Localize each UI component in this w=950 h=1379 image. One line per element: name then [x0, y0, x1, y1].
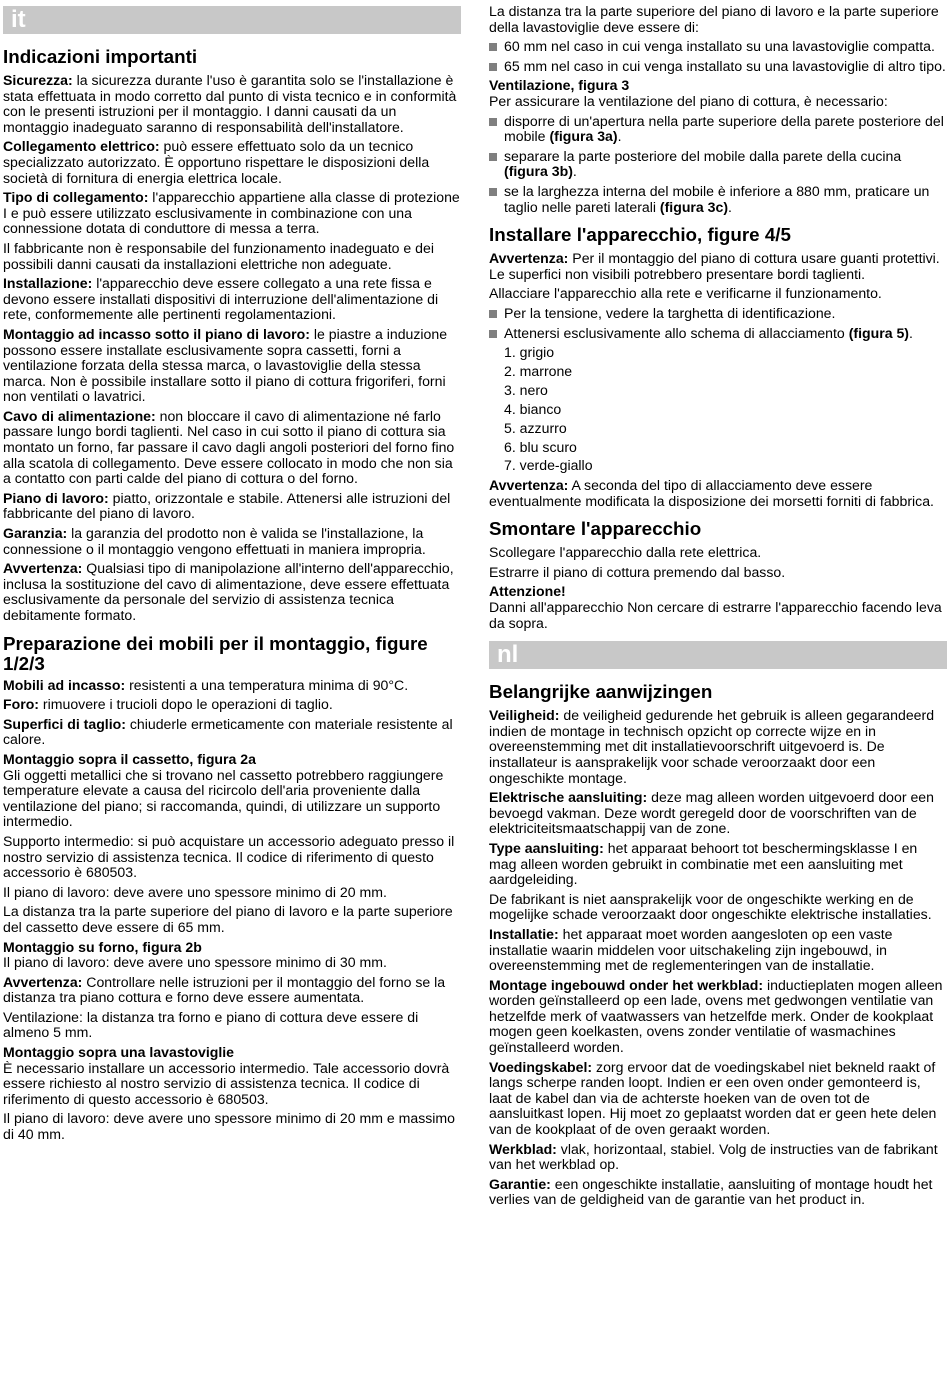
install-warning: Avvertenza: Per il montaggio del piano di cottura usare guanti protettivi. Le superfici non visibili potrebbero presentare bordi taglienti. [489, 250, 940, 282]
paragraph-text: può essere effettuato solo da un tecnico specializzato autorizzato. È opportuno rispettare le disposizioni della società di fornitura di energia elettrica locale. [3, 138, 430, 186]
list-item: disporre di un'apertura nella parte superiore della parete posteriore del mobile (figura 3a). [489, 114, 947, 145]
remove-paragraph: Estrarre il piano di cottura premendo dal basso. [489, 563, 786, 580]
paragraph-label: Garanzia: [3, 525, 68, 542]
attention-heading: Attenzione! [489, 583, 566, 600]
dishwasher-paragraph: Il piano di lavoro: deve avere uno spessore minimo di 20 mm e massimo di 40 mm. [3, 1110, 455, 1143]
paragraph-label: Sicurezza: [3, 72, 73, 88]
section-title-belangrijke: Belangrijke aanwijzingen [489, 681, 713, 703]
paragraph-text: chiuderle ermeticamente con materiale resistente al calore. [3, 715, 453, 748]
remove-warning: Danni all'apparecchio Non cercare di estrarre l'apparecchio facendo leva da sopra. [489, 599, 942, 631]
list-item: 65 mm nel caso in cui venga installato su una lavastoviglie di altro tipo. [489, 59, 947, 75]
preparation-notes [3, 678, 461, 748]
square-bullet-icon [489, 306, 504, 322]
oven-ventilation: Ventilazione: la distanza tra forno e piano di cottura deve essere di almeno 5 mm. [3, 1008, 419, 1041]
dishwasher-paragraph: È necessario installare un accessorio intermedio. Tale accessorio dovrà essere richiesto al nostro servizio di assistenza tecnica. Il codice di riferimento di questo accessorio è 680503. [3, 1059, 450, 1107]
paragraph-text: zorg ervoor dat de voedingskabel niet bekneld raakt of langs scherpe randen loopt. Indien er een oven onder gemonteerd is, laat de kabel dan via de achterste hoeken van de oven tot de aansluitkast lopen. Hij moet zo geplaatst worden dat er geen hete delen van de kookplaat of de oven geraakt worden. [489, 1058, 937, 1138]
dutch-notes [489, 708, 947, 1208]
language-bar-nl: nl [489, 641, 947, 669]
drawer-paragraph: Il piano di lavoro: deve avere uno spessore minimo di 20 mm. [3, 883, 387, 900]
paragraph-label: Cavo di alimentazione: [3, 407, 156, 424]
paragraph [3, 409, 461, 487]
square-bullet-icon [489, 39, 504, 55]
drawer-paragraph: Supporto intermedio: si può acquistare un accessorio adeguato presso il nostro servizio di assistenza tecnica. Il codice di riferimento di questo accessorio è 680503. [3, 832, 455, 881]
paragraph [489, 790, 947, 837]
paragraph-text: rimuovere i trucioli dopo le operazioni di taglio. [39, 696, 333, 713]
paragraph-text: non bloccare il cavo di alimentazione né farlo passare lungo bordi taglienti. Nel caso in cui sotto il piano di cottura sia montato un forno, far passare il cavo dagli angoli posteriori del forno fino alla scatola di collegamento. Deve essere collocato in modo che non sia a contatto con parti calde del piano di cottura o del forno. [3, 407, 455, 487]
paragraph [3, 276, 461, 323]
drawer-heading: Montaggio sopra il cassetto, figura 2a [3, 750, 256, 767]
wire-item: 1. grigio [504, 344, 555, 361]
important-notes [3, 73, 461, 624]
paragraph-label: Tipo di collegamento: [3, 189, 149, 206]
wire-item: 3. nero [504, 381, 548, 398]
paragraph [489, 927, 947, 974]
paragraph-label: Superfici di taglio: [3, 715, 126, 732]
paragraph-label: Montage ingebouwd onder het werkblad: [489, 976, 764, 993]
section-title-important: Indicazioni importanti [3, 46, 198, 67]
paragraph-label: Piano di lavoro: [3, 489, 109, 506]
section-title-preparation: Preparazione dei mobili per il montaggio, figure 1/2/3 [3, 632, 428, 674]
paragraph [489, 1142, 947, 1173]
list-item: separare la parte posteriore del mobile dalla parete della cucina (figura 3b). [489, 149, 947, 180]
paragraph-text: De fabrikant is niet aansprakelijk voor de ongeschikte werking en de mogelijke schade veroorzaakt door ongeschikte elektrische installaties. [489, 890, 932, 923]
left-column [3, 6, 461, 1147]
paragraph-label: Elektrische aansluiting: [489, 789, 648, 806]
paragraph [3, 561, 461, 623]
paragraph-text: vlak, horizontaal, stabiel. Volg de instructies van de fabrikant van het werkblad op. [489, 1140, 938, 1173]
paragraph [489, 978, 947, 1056]
paragraph [489, 841, 947, 888]
paragraph [489, 1177, 947, 1208]
square-bullet-icon [489, 326, 504, 342]
paragraph [3, 526, 461, 557]
list-item: se la larghezza interna del mobile è inferiore a 880 mm, praticare un taglio nelle pareti laterali (figura 3c). [489, 184, 947, 215]
paragraph [489, 708, 947, 786]
paragraph-label: Type aansluiting: [489, 839, 604, 856]
paragraph-label: Foro: [3, 696, 40, 713]
ventilation-heading: Ventilazione, figura 3 [489, 77, 630, 94]
paragraph-label: Collegamento elettrico: [3, 138, 160, 155]
paragraph-label: Installazione: [3, 275, 93, 292]
dishwasher-heading: Montaggio sopra una lavastoviglie [3, 1044, 235, 1061]
square-bullet-icon [489, 184, 504, 215]
paragraph-label: Veiligheid: [489, 707, 560, 724]
paragraph-text: resistenti a una temperatura minima di 90°C. [125, 676, 409, 693]
paragraph-text: Qualsiasi tipo di manipolazione all'interno dell'apparecchio, inclusa la sostituzione del cavo di alimentazione, deve essere effettuata esclusivamente da personale del servizio di assistenza tecnica debitamente formato. [3, 560, 454, 623]
paragraph-text: le piastre a induzione possono essere installate esclusivamente sopra cassetti, forni a ventilazione forzata della stessa marca, o lavastoviglie della stessa marca. Non è possibile installare sotto il piano di cottura frigoriferi, forni non ventilati o lavatrici. [3, 325, 448, 405]
paragraph-label: Mobili ad incasso: [3, 676, 126, 693]
oven-warning [3, 975, 461, 1006]
paragraph [3, 241, 461, 272]
paragraph-text: piatto, orizzontale e stabile. Attenersi alle istruzioni del fabbricante del piano di lavoro. [3, 489, 451, 522]
drawer-paragraph: La distanza tra la parte superiore del piano di lavoro e la parte superiore del cassetto deve essere di 65 mm. [3, 903, 453, 935]
wire-item: 2. marrone [504, 362, 573, 379]
install-warning-2: Avvertenza: A seconda del tipo di allacciamento deve essere eventualmente modificata la disposizione dei morsetti forniti di fabbrica. [489, 477, 934, 509]
drawer-paragraph: Gli oggetti metallici che si trovano nel cassetto potrebbero raggiungere temperature elevate a causa del ricircolo dell'aria proveniente dalla ventilazione del piano; si raccomanda, quindi, di utilizzare un supporto intermedio. [3, 766, 444, 830]
paragraph-text: l'apparecchio deve essere collegato a una rete fissa e devono essere installati dispositivi di interruzione dell'alimentazione di rete, conformemente alle pertinenti regolamentazioni. [3, 275, 439, 323]
paragraph-text: Il fabbricante non è responsabile del funzionamento inadeguato e dei possibili danni causati da installazioni elettriche non adeguate. [3, 239, 434, 272]
ventilation-intro: Per assicurare la ventilazione del piano di cottura, è necessario: [489, 92, 888, 109]
wire-item: 7. verde-giallo [504, 457, 593, 474]
paragraph-text: la sicurezza durante l'uso è garantita solo se l'installazione è stata effettuata in modo corretto dal punto di vista tecnico e in conformità con le presenti istruzioni per il montaggio. I danni causati da un montaggio inadeguato saranno di responsabilità dell'installatore. [3, 72, 457, 135]
paragraph [3, 73, 461, 135]
oven-warning-text: Controllare nelle istruzioni per il montaggio del forno se la distanza tra piano cottura e forno deve essere aumentata. [3, 973, 446, 1006]
paragraph [3, 491, 461, 522]
section-title-remove: Smontare l'apparecchio [489, 518, 702, 540]
wire-item: 5. azzurro [504, 419, 567, 436]
paragraph [489, 1060, 947, 1138]
paragraph-label: Avvertenza: [3, 560, 83, 577]
paragraph [3, 139, 461, 186]
paragraph [3, 717, 461, 748]
paragraph [3, 327, 461, 405]
oven-heading: Montaggio su forno, figura 2b [3, 938, 202, 955]
paragraph-text: het apparaat behoort tot beschermingsklasse I en mag alleen worden gebruikt in combinatie met een aansluiting met aardgeleiding. [489, 839, 918, 888]
install-paragraph: Allacciare l'apparecchio alla rete e verificarne il funzionamento. [489, 285, 882, 302]
paragraph [3, 678, 461, 694]
list-item: 60 mm nel caso in cui venga installato su una lavastoviglie compatta. [489, 39, 947, 55]
paragraph-text: deze mag alleen worden uitgevoerd door een bevoegd vakman. Deze wordt geregeld door de voorschriften van de elektriciteitsmaatschappij van de zone. [489, 789, 934, 837]
paragraph-text: het apparaat moet worden aangesloten op een vaste installatie waarin middelen voor uitschakeling zijn ingebouwd, in overeenstemming met de reglementeringen van de installatie. [489, 925, 893, 974]
paragraph-label: Montaggio ad incasso sotto il piano di lavoro: [3, 325, 310, 342]
paragraph-text: de veiligheid gedurende het gebruik is alleen gegarandeerd indien de montage in technisch opzicht op correcte wijze en in overeenstemming met dit installatievoorschrift uitgevoerd is. De installateur is aansprakelijk voor schade veroorzaakt door een ongeschikte montage. [489, 707, 935, 786]
paragraph-text: la garanzia del prodotto non è valida se l'installazione, la connessione o il montaggio vengono effettuati in maniera impropria. [3, 525, 426, 557]
section-title-install: Installare l'apparecchio, figure 4/5 [489, 224, 791, 246]
language-bar-it: it [3, 6, 461, 34]
dishwasher-distance-intro: La distanza tra la parte superiore del piano di lavoro e la parte superiore della lavastoviglie deve essere di: [489, 3, 939, 35]
wire-color-list [504, 345, 947, 474]
list-item: Per la tensione, vedere la targhetta di identificazione. [489, 306, 947, 322]
square-bullet-icon [489, 114, 504, 145]
list-item: Attenersi esclusivamente allo schema di allacciamento (figura 5). [489, 326, 947, 342]
paragraph-text: l'apparecchio appartiene alla classe di protezione I e può essere utilizzato esclusivamente in combinazione con una connessione dotata di conduttore di messa a terra. [3, 189, 460, 237]
oven-warning-label: Avvertenza: [3, 973, 83, 990]
paragraph [3, 190, 461, 237]
paragraph-label: Werkblad: [489, 1140, 557, 1157]
paragraph-label: Installatie: [489, 925, 559, 942]
oven-paragraph: Il piano di lavoro: deve avere uno spessore minimo di 30 mm. [3, 954, 387, 971]
square-bullet-icon [489, 59, 504, 75]
remove-paragraph: Scollegare l'apparecchio dalla rete elettrica. [489, 544, 762, 561]
paragraph-text: een ongeschikte installatie, aansluiting of montage houdt het verlies van de geldigheid van de garantie van het product in. [489, 1175, 933, 1208]
paragraph [489, 892, 947, 923]
paragraph [3, 697, 461, 713]
right-column [489, 4, 947, 1212]
square-bullet-icon [489, 149, 504, 180]
paragraph-text: inductieplaten mogen alleen worden geïnstalleerd op een lade, ovens met gedwongen ventilatie van hetzelfde merk of vaatwassers van hetzelfde merk. Onder de kookplaat mogen geen koelkasten, ovens zonder ventilatie of wasmachines geïnstalleerd worden. [489, 976, 943, 1056]
paragraph-label: Voedingskabel: [489, 1058, 593, 1075]
wire-item: 6. blu scuro [504, 438, 577, 455]
paragraph-label: Garantie: [489, 1175, 551, 1192]
wire-item: 4. bianco [504, 400, 562, 417]
